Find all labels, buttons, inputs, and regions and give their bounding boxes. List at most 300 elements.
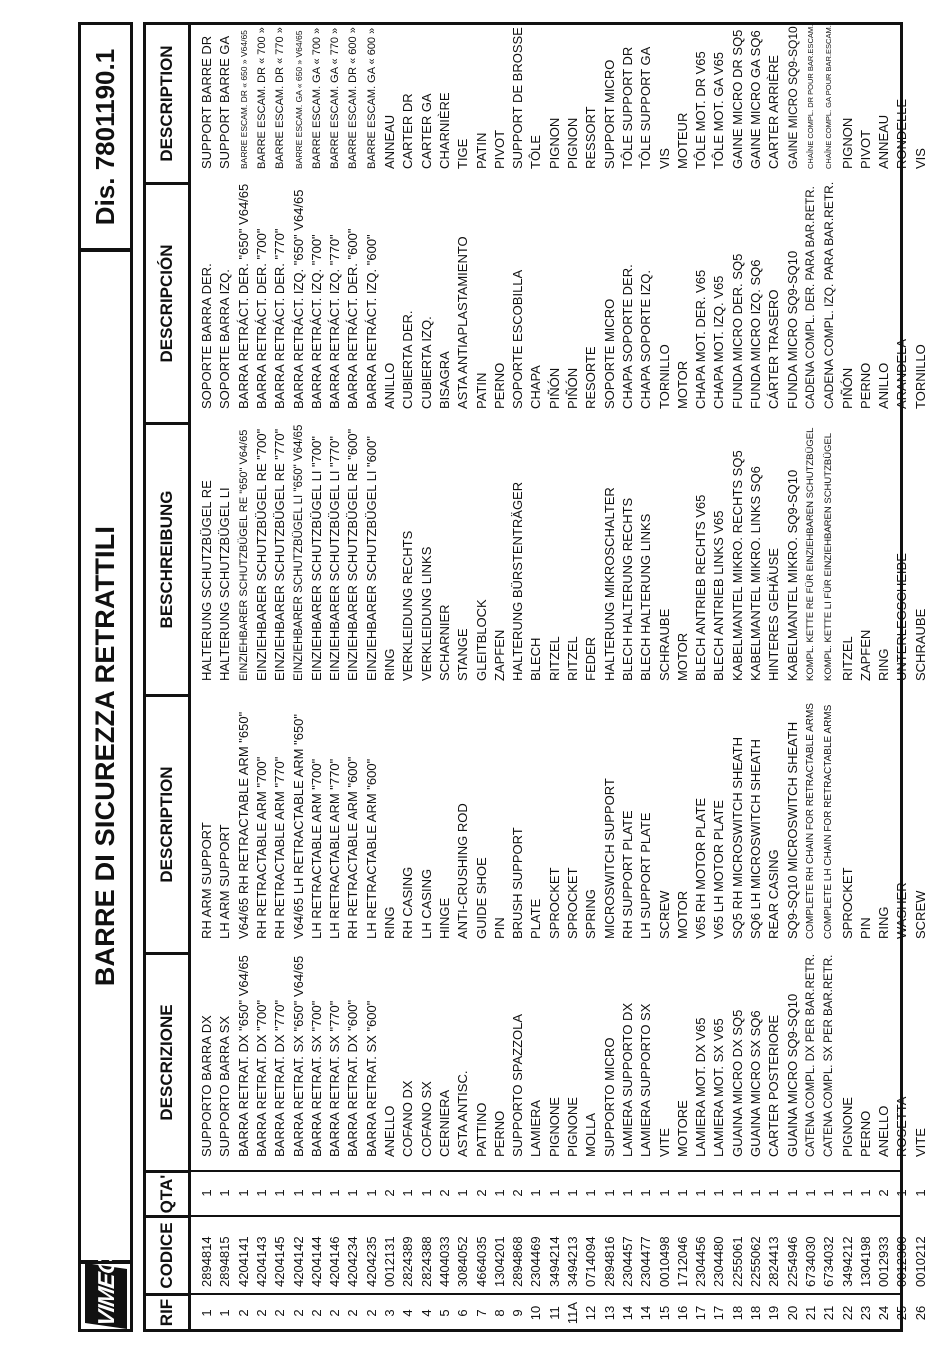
descrizione-cell: CARTER POSTERIORE xyxy=(766,1014,782,1157)
qty-cell: 1 xyxy=(528,1189,544,1197)
beschreibung-cell: BLECH HALTERUNG LINKS xyxy=(638,513,654,681)
table-row xyxy=(637,25,655,1329)
beschreibung-cell: VERKLEIDUNG RECHTS xyxy=(400,530,416,681)
table-row xyxy=(820,25,838,1329)
table-row xyxy=(253,25,271,1329)
beschreibung-cell: STANGE xyxy=(455,628,471,681)
code-cell: 0010498 xyxy=(656,1236,672,1287)
table-row xyxy=(784,25,802,1329)
beschreibung-cell: KOMPL. KETTE LI FÜR EINZIEHBAREN SCHUTZBÜGEL xyxy=(823,432,835,681)
beschreibung-cell: MOTOR xyxy=(674,632,690,681)
descrizione-cell: SUPPORTO SPAZZOLA xyxy=(510,1013,526,1157)
code-cell: 6734030 xyxy=(802,1236,818,1287)
code-cell: 4204144 xyxy=(308,1236,324,1287)
description-fr-cell: TÔLE MOT. GA V65 xyxy=(711,51,727,169)
descrizione-cell: BARRA RETRAT. DX "650" V64/65 xyxy=(235,955,251,1157)
code-cell: 0012380 xyxy=(894,1236,910,1287)
drawing-number-box xyxy=(78,22,133,252)
code-cell: 6734032 xyxy=(821,1236,837,1287)
description-en-cell: COMPLETE RH CHAIN FOR RETRACTABLE ARMS xyxy=(804,703,816,939)
descrizione-cell: LAMIERA SUPPORTO DX xyxy=(619,1002,635,1157)
qty-cell: 2 xyxy=(510,1189,526,1197)
table-row xyxy=(527,25,545,1329)
beschreibung-cell: KABELMANTEL MIKRO. LINKS SQ6 xyxy=(748,466,763,681)
qty-cell: 1 xyxy=(272,1189,288,1197)
beschreibung-cell: VERKLEIDUNG LINKS xyxy=(418,546,434,681)
descripcion-cell: CHAPA MOT. IZQ. V65 xyxy=(711,275,727,409)
description-fr-cell: TÔLE xyxy=(528,135,544,169)
descripcion-cell: TORNILLO xyxy=(656,344,672,409)
description-fr-cell: VIS xyxy=(656,148,672,169)
description-en-cell: LH RETRACTABLE ARM "770" xyxy=(327,758,343,939)
beschreibung-cell: EINZIEHBARER SCHUTZBÜGEL RE "700" xyxy=(253,428,269,681)
description-fr-cell: BARRE ESCAM. DR « 700 » xyxy=(255,27,268,169)
description-en-cell: LH RETRACTABLE ARM "700" xyxy=(308,758,324,939)
qty-cell: 1 xyxy=(327,1189,343,1197)
code-cell: 4404033 xyxy=(436,1236,452,1287)
beschreibung-cell: RING xyxy=(876,648,892,681)
description-en-cell: RH RETRACTABLE ARM "770" xyxy=(272,756,288,939)
descripcion-cell: ARANDELA xyxy=(894,338,910,409)
description-fr-cell: BARRE ESCAM. GA « 770 » xyxy=(329,27,342,169)
descripcion-cell: CHAPA SOPORTE DER. xyxy=(619,264,635,409)
descripcion-cell: BARRA RETRÁCT. DER. "600" xyxy=(345,228,361,409)
rif-cell: 8 xyxy=(491,1309,507,1317)
rif-cell: 7 xyxy=(473,1309,489,1317)
description-en-cell: SCREW xyxy=(656,890,672,939)
descrizione-cell: LAMIERA SUPPORTO SX xyxy=(638,1003,654,1157)
beschreibung-cell: KOMPL. KETTE RE FÜR EINZIEHBAREN SCHUTZBÜGEL xyxy=(804,427,816,681)
description-en-cell: RH RETRACTABLE ARM "600" xyxy=(345,756,361,939)
description-fr-cell: CARTER GA xyxy=(418,93,434,169)
table-row xyxy=(656,25,674,1329)
descrizione-cell: BARRA RETRAT. DX "700" xyxy=(253,999,269,1157)
beschreibung-cell: RING xyxy=(382,648,397,681)
qty-cell: 1 xyxy=(656,1189,672,1197)
header-descripcion: DESCRIPCIÓN xyxy=(146,182,188,422)
table-row xyxy=(546,25,564,1329)
description-fr-cell: PIGNON xyxy=(565,117,580,169)
code-cell: 2824413 xyxy=(766,1236,782,1287)
description-fr-cell: BARRE ESCAM. DR « 600 » xyxy=(347,27,360,169)
beschreibung-cell: UNTERLEGSCHEIBE xyxy=(894,553,910,681)
header-beschreibung: BESCHREIBUNG xyxy=(146,422,188,694)
descripcion-cell: CHAPA SOPORTE IZQ. xyxy=(638,270,654,409)
table-row xyxy=(619,25,637,1329)
code-cell: 2824388 xyxy=(418,1236,434,1287)
table-row xyxy=(271,25,289,1329)
header-qta: QTA' xyxy=(146,1170,188,1215)
descripcion-cell: ASTA ANTIAPLASTAMIENTO xyxy=(455,236,471,409)
code-cell: 4204145 xyxy=(272,1236,288,1287)
descrizione-cell: PATTINO xyxy=(473,1102,489,1157)
descrizione-cell: LAMIERA MOT. DX V65 xyxy=(693,1017,709,1157)
qty-cell: 1 xyxy=(418,1189,434,1197)
description-en-cell: RING xyxy=(382,906,397,939)
descripcion-cell: BARRA RETRÁCT. DER. "770" xyxy=(272,228,288,409)
beschreibung-cell: HINTERES GEHÄUSE xyxy=(766,548,782,681)
descrizione-cell: CERNIERA xyxy=(436,1089,452,1157)
qty-cell: 1 xyxy=(455,1189,471,1197)
description-en-cell: SCREW xyxy=(912,890,928,939)
table-row xyxy=(363,25,381,1329)
code-cell: 2255062 xyxy=(748,1236,763,1287)
descripcion-cell: PIÑÓN xyxy=(546,367,562,409)
beschreibung-cell: EINZIEHBARER SCHUTZBÜGEL RE "600" xyxy=(345,428,361,681)
descrizione-cell: LAMIERA MOT. SX V65 xyxy=(711,1018,727,1157)
description-en-cell: GUIDE SHOE xyxy=(473,857,489,939)
table-row xyxy=(912,25,930,1329)
descrizione-cell: BARRA RETRAT. DX "600" xyxy=(345,999,361,1157)
qty-cell: 1 xyxy=(857,1189,873,1197)
rif-cell: 14 xyxy=(619,1305,635,1321)
table-header xyxy=(146,25,191,1329)
logo-box xyxy=(78,1256,133,1332)
descrizione-cell: ROSETTA xyxy=(894,1096,910,1157)
descripcion-cell: CUBIERTA IZQ. xyxy=(418,316,434,409)
qty-cell: 1 xyxy=(217,1189,233,1197)
qty-cell: 1 xyxy=(308,1189,324,1197)
table-row xyxy=(216,25,234,1329)
rif-cell: 2 xyxy=(345,1309,361,1317)
descripcion-cell: TORNILLO xyxy=(912,344,928,409)
rif-cell: 11A xyxy=(565,1301,580,1325)
descripcion-cell: SOPORTE BARRA IZQ. xyxy=(217,269,233,409)
beschreibung-cell: SCHRAUBE xyxy=(912,608,928,681)
description-en-cell: COMPLETE LH CHAIN FOR RETRACTABLE ARMS xyxy=(823,704,835,939)
descripcion-cell: CHAPA xyxy=(528,365,544,409)
descripcion-cell: FUNDA MICRO DER. SQ5 xyxy=(729,253,745,409)
qty-cell: 1 xyxy=(784,1189,800,1197)
rif-cell: 1 xyxy=(217,1309,233,1317)
table-row xyxy=(692,25,710,1329)
rif-cell: 10 xyxy=(528,1305,544,1321)
qty-cell: 1 xyxy=(290,1189,306,1197)
beschreibung-cell: EINZIEHBARER SCHUTZBÜGEL LI "600" xyxy=(363,436,379,681)
description-en-cell: RH RETRACTABLE ARM "700" xyxy=(253,756,269,939)
description-fr-cell: BARRE ESCAM. GA « 600 » xyxy=(365,27,378,169)
descripcion-cell: CÁRTER TRASERO xyxy=(766,289,782,409)
beschreibung-cell: BLECH HALTERUNG RECHTS xyxy=(619,497,635,681)
description-fr-cell: BARRE ESCAM. DR « 770 » xyxy=(274,27,287,169)
code-cell: 2894816 xyxy=(601,1236,617,1287)
qty-cell: 1 xyxy=(565,1189,580,1197)
beschreibung-cell: KABELMANTEL MIKRO. RECHTS SQ5 xyxy=(729,450,745,681)
table-row xyxy=(399,25,417,1329)
code-cell: 3494214 xyxy=(546,1236,562,1287)
descripcion-cell: SOPORTE BARRA DER. xyxy=(199,263,214,409)
description-fr-cell: ANNEAU xyxy=(382,114,397,169)
beschreibung-cell: RITZEL xyxy=(839,636,855,681)
rif-cell: 17 xyxy=(711,1305,727,1321)
rif-cell: 9 xyxy=(510,1309,526,1317)
page-title: BARRE DI SICUREZZA RETRATTILI xyxy=(90,525,120,987)
description-en-cell: HINGE xyxy=(436,897,452,939)
descripcion-cell: ANILLO xyxy=(382,362,397,409)
description-en-cell: RH SUPPORT PLATE xyxy=(619,810,635,939)
code-cell: 4204146 xyxy=(327,1236,343,1287)
code-cell: 0714094 xyxy=(583,1236,599,1287)
description-fr-cell: SUPPORT MICRO xyxy=(601,59,617,169)
description-en-cell: BRUSH SUPPORT xyxy=(510,827,526,939)
table-row xyxy=(674,25,692,1329)
description-fr-cell: ANNEAU xyxy=(876,114,892,169)
table-row xyxy=(564,25,582,1329)
description-fr-cell: CHAÎNE COMPL. GA POUR BAR.ESCAM. xyxy=(824,25,834,169)
rif-cell: 15 xyxy=(656,1305,672,1321)
qty-cell: 1 xyxy=(619,1189,635,1197)
descrizione-cell: PERNO xyxy=(491,1110,507,1157)
table-row xyxy=(710,25,728,1329)
qty-cell: 1 xyxy=(583,1189,599,1197)
rif-cell: 1 xyxy=(199,1309,214,1317)
code-cell: 4204143 xyxy=(253,1236,269,1287)
description-en-cell: V65 RH MOTOR PLATE xyxy=(693,797,709,939)
vimec-logo: VIMEC xyxy=(85,1263,127,1329)
table-row xyxy=(601,25,619,1329)
description-en-cell: PLATE xyxy=(528,898,544,939)
descripcion-cell: CADENA COMPL. IZQ. PARA BAR.RETR. xyxy=(822,182,837,409)
beschreibung-cell: HALTERUNG MIKROSCHALTER xyxy=(601,487,617,681)
qty-cell: 1 xyxy=(253,1189,269,1197)
code-cell: 3084052 xyxy=(455,1236,471,1287)
code-cell: 1304201 xyxy=(491,1236,507,1287)
descrizione-cell: MOTORE xyxy=(674,1100,690,1157)
descrizione-cell: GUAINA MICRO SQ9-SQ10 xyxy=(784,993,800,1157)
description-fr-cell: CHAÎNE COMPL. DR POUR BAR.ESCAM. xyxy=(805,25,815,169)
table-row xyxy=(235,25,253,1329)
rif-cell: 18 xyxy=(748,1305,763,1321)
rif-cell: 26 xyxy=(912,1305,928,1321)
descrizione-cell: BARRA RETRAT. SX "650" V64/65 xyxy=(290,955,306,1157)
rif-cell: 6 xyxy=(455,1309,471,1317)
descripcion-cell: RESORTE xyxy=(583,346,599,409)
header-codice: CODICE xyxy=(146,1215,188,1293)
description-en-cell: SQ6 LH MICROSWITCH SHEATH xyxy=(748,739,763,939)
description-fr-cell: RONDELLE xyxy=(894,98,910,169)
rif-cell: 23 xyxy=(857,1305,873,1321)
beschreibung-cell: EINZIEHBARER SCHUTZBÜGEL RE "770" xyxy=(272,428,288,681)
qty-cell: 2 xyxy=(876,1189,892,1197)
descrizione-cell: SUPPORTO BARRA SX xyxy=(217,1015,233,1157)
qty-cell: 1 xyxy=(912,1189,928,1197)
code-cell: 2254946 xyxy=(784,1236,800,1287)
rif-cell: 4 xyxy=(418,1309,434,1317)
rif-cell: 2 xyxy=(327,1309,343,1317)
table-row xyxy=(747,25,765,1329)
code-cell: 2894814 xyxy=(199,1236,214,1287)
descrizione-cell: ANELLO xyxy=(876,1105,892,1157)
description-en-cell: LH CASING xyxy=(418,868,434,939)
rif-cell: 21 xyxy=(821,1305,837,1321)
descripcion-cell: PERNO xyxy=(857,362,873,409)
code-cell: 3494212 xyxy=(839,1236,855,1287)
code-cell: 4664035 xyxy=(473,1236,489,1287)
rif-cell: 14 xyxy=(638,1305,654,1321)
description-fr-cell: SUPPORT DE BROSSE xyxy=(510,27,526,169)
descrizione-cell: BARRA RETRAT. SX "770" xyxy=(327,1000,343,1157)
rif-cell: 5 xyxy=(436,1309,452,1317)
beschreibung-cell: SCHRAUBE xyxy=(656,608,672,681)
rif-cell: 18 xyxy=(729,1305,745,1321)
code-cell: 2304469 xyxy=(528,1236,544,1287)
rif-cell: 2 xyxy=(308,1309,324,1317)
code-cell: 4204141 xyxy=(235,1236,251,1287)
descrizione-cell: SUPPORTO MICRO xyxy=(601,1037,617,1157)
qty-cell: 1 xyxy=(601,1189,617,1197)
description-en-cell: RING xyxy=(876,906,892,939)
code-cell: 3494213 xyxy=(565,1236,580,1287)
beschreibung-cell: KABELMANTEL MIKRO. SQ9-SQ10 xyxy=(784,469,800,681)
descripcion-cell: BISAGRA xyxy=(436,351,452,409)
beschreibung-cell: SCHARNIER xyxy=(436,604,452,681)
descripcion-cell: PIÑÓN xyxy=(839,367,855,409)
qty-cell: 1 xyxy=(766,1189,782,1197)
description-en-cell: PIN xyxy=(491,917,507,939)
beschreibung-cell: HALTERUNG SCHUTZBÜGEL LI xyxy=(217,487,233,681)
description-fr-cell: VIS xyxy=(912,148,928,169)
description-en-cell: RH CASING xyxy=(400,866,416,939)
beschreibung-cell: BLECH ANTRIEB RECHTS V65 xyxy=(693,494,709,681)
qty-cell: 2 xyxy=(382,1189,397,1197)
descrizione-cell: MOLLA xyxy=(583,1112,599,1157)
table-row xyxy=(491,25,509,1329)
table-row xyxy=(857,25,875,1329)
beschreibung-cell: ZAPFEN xyxy=(857,629,873,681)
qty-cell: 1 xyxy=(894,1189,910,1197)
descripcion-cell: BARRA RETRÁCT. IZQ. "770" xyxy=(327,234,343,409)
code-cell: 2894815 xyxy=(217,1236,233,1287)
qty-cell: 1 xyxy=(345,1189,361,1197)
descrizione-cell: VITE xyxy=(912,1128,928,1157)
beschreibung-cell: BLECH xyxy=(528,637,544,681)
qty-cell: 1 xyxy=(638,1189,654,1197)
descrizione-cell: ASTA ANTISC. xyxy=(455,1070,471,1157)
description-en-cell: REAR CASING xyxy=(766,849,782,939)
description-fr-cell: GAINE MICRO SQ9-SQ10 xyxy=(785,26,800,169)
qty-cell: 1 xyxy=(821,1189,837,1197)
rif-cell: 19 xyxy=(766,1305,782,1321)
descrizione-cell: COFANO DX xyxy=(400,1080,416,1157)
qty-cell: 1 xyxy=(711,1189,727,1197)
description-en-cell: MOTOR xyxy=(674,890,690,939)
beschreibung-cell: HALTERUNG SCHUTZBÜGEL RE xyxy=(199,480,214,681)
descripcion-cell: FUNDA MICRO SQ9-SQ10 xyxy=(784,250,800,409)
descripcion-cell: ANILLO xyxy=(876,362,892,409)
beschreibung-cell: RITZEL xyxy=(546,636,562,681)
description-fr-cell: MOTEUR xyxy=(674,112,690,169)
description-en-cell: V65 LH MOTOR PLATE xyxy=(711,800,727,939)
code-cell: 2304477 xyxy=(638,1236,654,1287)
descripcion-cell: SOPORTE ESCOBILLA xyxy=(510,269,526,409)
description-en-cell: SPROCKET xyxy=(546,867,562,939)
description-fr-cell: PIVOT xyxy=(857,129,873,169)
rif-cell: 2 xyxy=(235,1309,251,1317)
code-cell: 4204235 xyxy=(363,1236,379,1287)
qty-cell: 1 xyxy=(674,1189,690,1197)
beschreibung-cell: EINZIEHBARER SCHUTZBÜGEL LI "700" xyxy=(308,436,324,681)
descrizione-cell: PERNO xyxy=(857,1110,873,1157)
description-en-cell: SQ5 RH MICROSWITCH SHEATH xyxy=(729,737,745,939)
descrizione-cell: VITE xyxy=(656,1128,672,1157)
description-fr-cell: GAINE MICRO GA SQ6 xyxy=(748,30,763,169)
descripcion-cell: SOPORTE MICRO xyxy=(601,298,617,409)
description-fr-cell: SUPPORT BARRE GA xyxy=(217,35,233,169)
description-fr-cell: PIGNON xyxy=(839,117,855,169)
qty-cell: 1 xyxy=(363,1189,379,1197)
beschreibung-cell: FEDER xyxy=(583,636,599,681)
description-en-cell: V64/65 RH RETRACTABLE ARM "650" xyxy=(235,711,251,939)
descrizione-cell: ANELLO xyxy=(382,1105,397,1157)
descrizione-cell: GUAINA MICRO DX SQ5 xyxy=(729,1009,745,1157)
description-en-cell: SPROCKET xyxy=(565,867,580,939)
descripcion-cell: FUNDA MICRO IZQ. SQ6 xyxy=(748,259,763,409)
description-fr-cell: PATIN xyxy=(473,132,489,169)
description-fr-cell: CHARNIÈRE xyxy=(436,92,452,169)
description-fr-cell: CARTER ARRIÈRE xyxy=(766,55,782,169)
beschreibung-cell: EINZIEHBARER SCHUTZBÜGEL RE "650" V64/65 xyxy=(237,429,250,681)
descrizione-cell: CATENA COMPL. DX PER BAR.RETR. xyxy=(804,954,817,1157)
qty-cell: 1 xyxy=(546,1189,562,1197)
descripcion-cell: PATIN xyxy=(473,372,489,409)
code-cell: 2304480 xyxy=(711,1236,727,1287)
table-row xyxy=(418,25,436,1329)
descrizione-cell: BARRA RETRAT. SX "700" xyxy=(308,1000,324,1157)
rif-cell: 2 xyxy=(290,1309,306,1317)
code-cell: 1712046 xyxy=(674,1236,690,1287)
descripcion-cell: BARRA RETRÁCT. DER. "700" xyxy=(253,228,269,409)
qty-cell: 1 xyxy=(839,1189,855,1197)
description-fr-cell: BARRE ESCAM. GA « 650 » V64/65 xyxy=(293,30,304,169)
description-en-cell: SPROCKET xyxy=(839,867,855,939)
descripcion-cell: PIÑÓN xyxy=(565,367,580,409)
beschreibung-cell: GLEITBLOCK xyxy=(473,599,489,681)
rif-cell: 3 xyxy=(382,1309,397,1317)
description-fr-cell: BARRE ESCAM. DR « 650 » V64/65 xyxy=(238,30,249,169)
description-en-cell: V64/65 LH RETRACTABLE ARM "650" xyxy=(290,713,306,939)
rif-cell: 2 xyxy=(272,1309,288,1317)
table-row xyxy=(875,25,893,1329)
rif-cell: 2 xyxy=(253,1309,269,1317)
description-fr-cell: TÔLE MOT. DR V65 xyxy=(693,51,709,169)
header-description-fr: DESCRIPTION xyxy=(157,45,176,162)
description-fr-cell: TÔLE SUPPORT GA xyxy=(638,46,654,169)
table-row xyxy=(765,25,783,1329)
description-fr-cell: TIGE xyxy=(455,138,471,169)
description-fr-cell: BARRE ESCAM. GA « 700 » xyxy=(310,27,323,169)
description-en-cell: ANTI-CRUSHING ROD xyxy=(455,803,471,939)
rif-cell: 12 xyxy=(583,1305,599,1321)
qty-cell: 1 xyxy=(199,1189,214,1197)
table-row xyxy=(893,25,911,1329)
description-fr-cell: PIVOT xyxy=(491,129,507,169)
rif-cell: 17 xyxy=(693,1305,709,1321)
descripcion-cell: BARRA RETRÁCT. IZQ. "650" V64/65 xyxy=(290,189,306,409)
descrizione-cell: BARRA RETRAT. DX "770" xyxy=(272,999,288,1157)
description-fr-cell: TÔLE SUPPORT DR xyxy=(619,46,635,169)
table-row xyxy=(509,25,527,1329)
code-cell: 2894868 xyxy=(510,1236,526,1287)
descrizione-cell: CATENA COMPL. SX PER BAR.RETR. xyxy=(823,954,836,1157)
description-fr-cell: PIGNON xyxy=(546,117,562,169)
drawing-number: Dis. 7801190.1 xyxy=(90,48,120,226)
descripcion-cell: BARRA RETRÁCT. IZQ. "600" xyxy=(363,234,379,409)
description-en-cell: SQ9-SQ10 MICROSWITCH SHEATH xyxy=(784,721,800,939)
qty-cell: 1 xyxy=(748,1189,763,1197)
description-en-cell: MICROSWITCH SUPPORT xyxy=(601,778,617,939)
table-row xyxy=(198,25,216,1329)
descripcion-cell: CADENA COMPL. DER. PARA BAR.RETR. xyxy=(804,186,817,409)
